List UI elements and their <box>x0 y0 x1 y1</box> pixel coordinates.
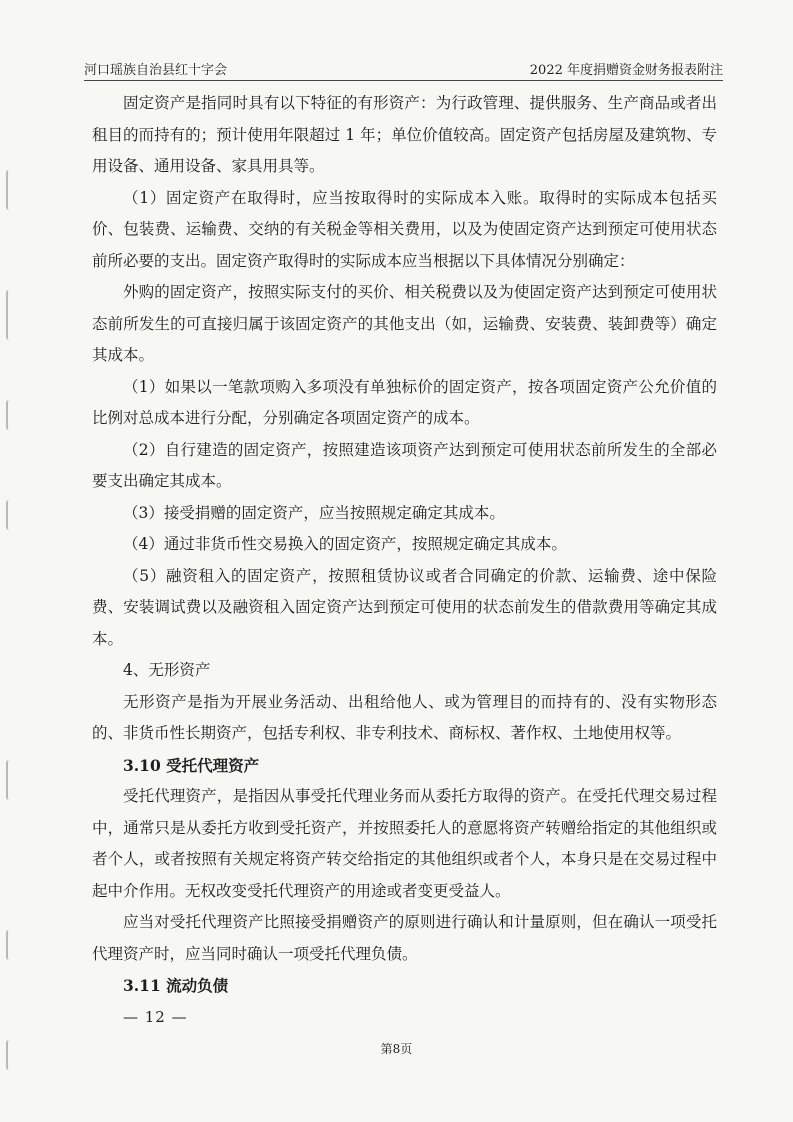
binder-mark <box>6 170 12 210</box>
paragraph: 固定资产是指同时具有以下特征的有形资产：为行政管理、提供服务、生产商品或者出租目的而持有的；预计使用年限超过 1 年；单位价值较高。固定资产包括房屋及建筑物、专用设备、通用设备、家具用具等。 <box>92 94 717 175</box>
binder-mark <box>6 400 12 430</box>
document-body <box>92 88 717 1033</box>
subsection-title: 4、无形资产 <box>123 661 211 679</box>
paragraph: （3）接受捐赠的固定资产，应当按照规定确定其成本。 <box>123 503 505 522</box>
footer-page-label: 第8页 <box>380 1042 413 1056</box>
section-heading: 3.10 受托代理资产 <box>123 755 260 775</box>
section-heading: 3.11 流动负债 <box>123 976 229 995</box>
page-footer <box>0 1040 793 1057</box>
header-report-title: 2022 年度捐赠资金财务报表附注 <box>529 63 723 78</box>
header-organization: 河口瑶族自治县红十字会 <box>84 63 228 78</box>
paragraph: （4）通过非货币性交易换入的固定资产，按照规定确定其成本。 <box>123 535 567 553</box>
binder-mark <box>6 500 12 530</box>
binder-mark <box>6 290 12 340</box>
paragraph: 应当对受托代理资产比照接受捐赠资产的原则进行确认和计量原则，但在确认一项受托代理资产时，应当同时确认一项受托代理负债。 <box>92 913 717 963</box>
binder-mark <box>6 760 12 800</box>
paragraph: 无形资产是指为开展业务活动、出租给他人、或为管理目的而持有的、没有实物形态的、非货币性长期资产，包括专利权、非专利技术、商标权、著作权、土地使用权等。 <box>92 692 717 742</box>
page-header <box>84 54 723 81</box>
paragraph: （2）自行建造的固定资产，按照建造该项资产达到预定可使用状态前所发生的全部必要支出确定其成本。 <box>92 440 717 490</box>
binder-mark <box>6 930 12 960</box>
paragraph: 外购的固定资产，按照实际支付的买价、相关税费以及为使固定资产达到预定可使用状态前所发生的可直接归属于该固定资产的其他支出（如，运输费、安装费、装卸费等）确定其成本。 <box>92 283 717 364</box>
inner-page-number: — 12 — <box>123 1007 188 1026</box>
paragraph: （1）如果以一笔款项购入多项没有单独标价的固定资产，按各项固定资产公允价值的比例对总成本进行分配，分别确定各项固定资产的成本。 <box>92 377 717 427</box>
paragraph: （5）融资租入的固定资产，按照租赁协议或者合同确定的价款、运输费、途中保险费、安装调试费以及融资租入固定资产达到预定可使用的状态前发生的借款费用等确定其成本。 <box>92 566 717 648</box>
paragraph: （1）固定资产在取得时，应当按取得时的实际成本入账。取得时的实际成本包括买价、包装费、运输费、交纳的有关税金等相关费用，以及为使固定资产达到预定可使用状态前所必要的支出。固定资产取得时的实际成本应当根据以下具体情况分别确定： <box>92 188 717 270</box>
paragraph: 受托代理资产，是指因从事受托代理业务而从委托方取得的资产。在受托代理交易过程中，通常只是从委托方收到受托资产，并按照委托人的意愿将资产转赠给指定的其他组织或者个人，或者按照有关规定将资产转交给指定的其他组织或者个人，本身只是在交易过程中起中介作用。无权改变受托代理资产的用途或者变更受益人。 <box>92 787 717 900</box>
